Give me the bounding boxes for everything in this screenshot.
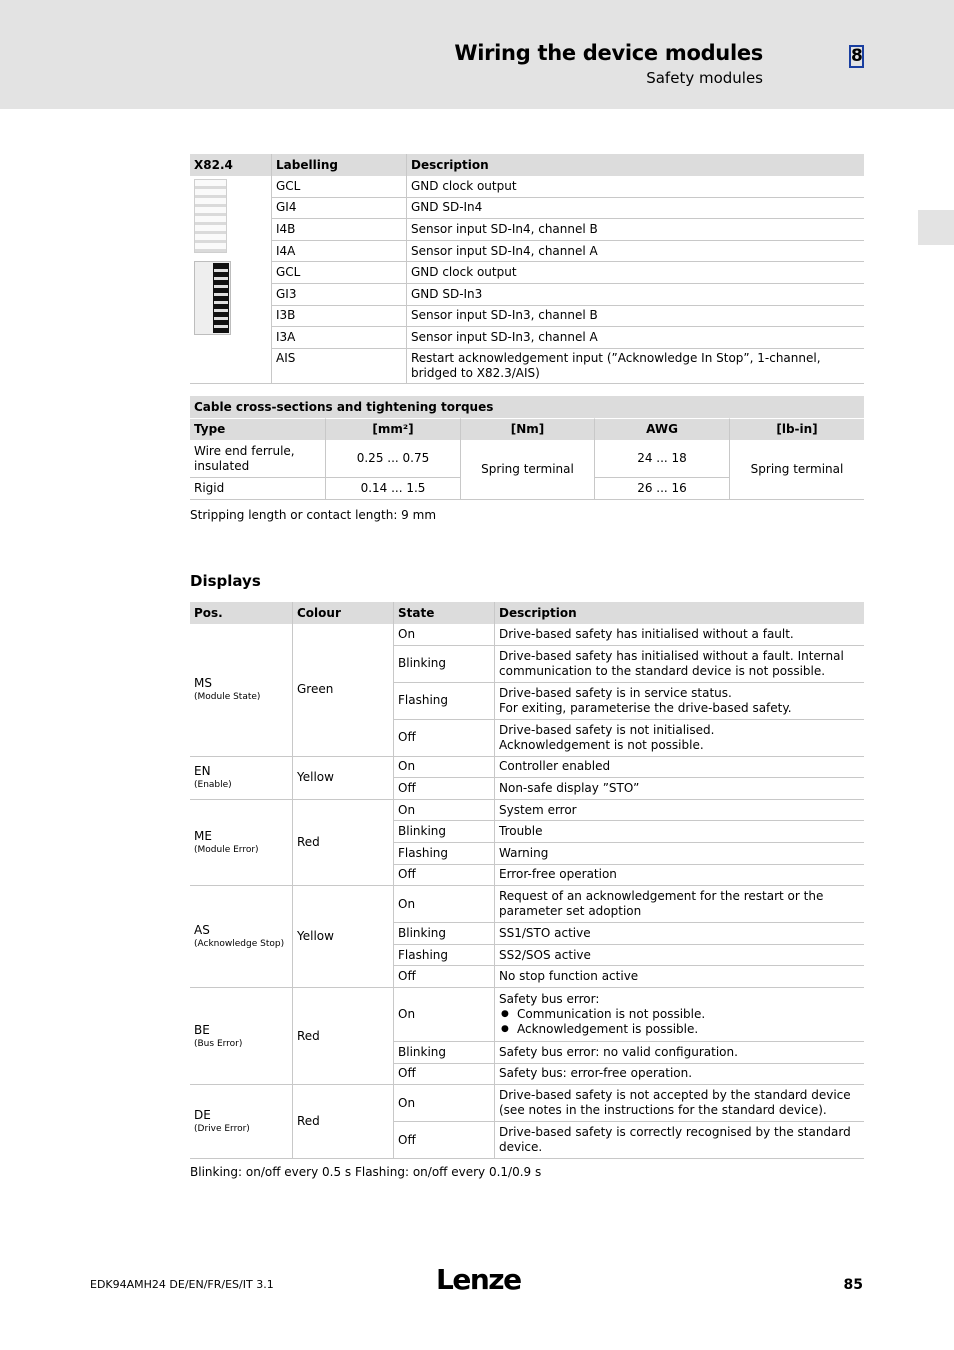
page-title: Wiring the device modules xyxy=(454,41,763,65)
desc-cell: Safety bus: error-free operation. xyxy=(494,1064,864,1086)
table-row xyxy=(190,262,864,284)
colour-cell: Yellow xyxy=(292,886,393,988)
state-cell: On xyxy=(393,1085,494,1122)
desc-cell: SS1/STO active xyxy=(494,923,864,945)
header-cell: AWG xyxy=(594,418,729,440)
state-cell: Off xyxy=(393,966,494,988)
desc-cell: Trouble xyxy=(494,821,864,843)
desc-cell: System error xyxy=(494,800,864,822)
state-cell: On xyxy=(393,757,494,779)
mm2-cell: 0.14 ... 1.5 xyxy=(325,478,460,500)
bullet-item: ● Acknowledgement is possible. xyxy=(499,1022,860,1037)
header-cell: Pos. xyxy=(190,602,292,624)
desc-cell: Safety bus error: ● Communication is not possible. ● Acknowledgement is possible. xyxy=(494,988,864,1042)
table-row xyxy=(190,198,864,220)
header-cell: [mm²] xyxy=(325,418,460,440)
state-cell: Blinking xyxy=(393,646,494,683)
table-row xyxy=(190,624,864,646)
desc-cell: No stop function active xyxy=(494,966,864,988)
table-row xyxy=(190,241,864,263)
pos-cell: BE (Bus Error) xyxy=(190,988,292,1085)
header-cell: Description xyxy=(494,602,864,624)
header-cell: State xyxy=(393,602,494,624)
table-row xyxy=(190,757,864,779)
desc-cell: GND SD-In4 xyxy=(406,198,864,220)
type-cell: Rigid xyxy=(190,478,325,500)
chapter-side-tab xyxy=(918,210,954,245)
state-cell: Flashing xyxy=(393,945,494,967)
desc-cell: Drive-based safety is in service status. For exiting, parameterise the drive-based safety. xyxy=(494,683,864,720)
table-row xyxy=(190,1085,864,1122)
desc-cell: Controller enabled xyxy=(494,757,864,779)
terminal-block-icon xyxy=(194,179,227,253)
desc-cell: Drive-based safety has initialised without a fault. xyxy=(494,624,864,646)
desc-cell: Sensor input SD-In3, channel B xyxy=(406,306,864,328)
state-cell: Blinking xyxy=(393,821,494,843)
mm2-cell: 0.25 ... 0.75 xyxy=(325,440,460,478)
desc-cell: Request of an acknowledgement for the restart or the parameter set adoption xyxy=(494,886,864,923)
page-subtitle: Safety modules xyxy=(646,69,763,87)
page-number: 85 xyxy=(843,1277,863,1293)
desc-cell: Sensor input SD-In4, channel A xyxy=(406,241,864,263)
header-cell: Type xyxy=(190,418,325,440)
desc-cell: Error-free operation xyxy=(494,865,864,887)
lenze-logo: Lenze xyxy=(436,1263,521,1296)
desc-cell: GND SD-In3 xyxy=(406,284,864,306)
desc-cell: GND clock output xyxy=(406,262,864,284)
state-cell: On xyxy=(393,800,494,822)
label-cell: GI4 xyxy=(271,198,406,220)
blink-note: Blinking: on/off every 0.5 s Flashing: on/off every 0.1/0.9 s xyxy=(190,1165,542,1179)
colour-cell: Red xyxy=(292,800,393,886)
terminal-table xyxy=(190,154,864,384)
label-cell: AIS xyxy=(271,349,406,384)
state-cell: On xyxy=(393,886,494,923)
pos-cell: AS (Acknowledge Stop) xyxy=(190,886,292,988)
header-cell: [Nm] xyxy=(460,418,594,440)
terminal-block-highlighted-icon xyxy=(194,261,231,335)
state-cell: Flashing xyxy=(393,683,494,720)
cable-table xyxy=(190,396,864,500)
state-cell: On xyxy=(393,624,494,646)
desc-cell: Sensor input SD-In4, channel B xyxy=(406,219,864,241)
desc-cell: Safety bus error: no valid configuration. xyxy=(494,1042,864,1064)
desc-cell: Drive-based safety is correctly recognised by the standard device. xyxy=(494,1122,864,1159)
colour-cell: Yellow xyxy=(292,757,393,800)
table-header-row xyxy=(190,418,864,440)
state-cell: Off xyxy=(393,1064,494,1086)
desc-cell: Non-safe display ”STO” xyxy=(494,778,864,800)
section-heading: Displays xyxy=(190,572,261,590)
desc-cell: GND clock output xyxy=(406,176,864,198)
chapter-number: 8 xyxy=(851,46,863,66)
table-row xyxy=(190,176,864,198)
nm-cell: Spring terminal xyxy=(460,440,594,500)
type-cell: Wire end ferrule, insulated xyxy=(190,440,325,478)
desc-cell: Sensor input SD-In3, channel A xyxy=(406,327,864,349)
state-cell: Off xyxy=(393,1122,494,1159)
desc-cell: Drive-based safety is not initialised. Acknowledgement is not possible. xyxy=(494,720,864,757)
pos-cell: EN (Enable) xyxy=(190,757,292,800)
header-cell: [lb-in] xyxy=(729,418,864,440)
label-cell: I3A xyxy=(271,327,406,349)
pos-cell: ME (Module Error) xyxy=(190,800,292,886)
table-row xyxy=(190,800,864,822)
table-row xyxy=(190,284,864,306)
table-row xyxy=(190,349,864,384)
table-row xyxy=(190,306,864,328)
table-row xyxy=(190,327,864,349)
desc-cell: Drive-based safety has initialised without a fault. Internal communication to the standard device is not possible. xyxy=(494,646,864,683)
colour-cell: Red xyxy=(292,988,393,1085)
header-cell: Description xyxy=(406,154,864,176)
state-cell: Off xyxy=(393,778,494,800)
desc-cell: Restart acknowledgement input (”Acknowledge In Stop”, 1-channel, bridged to X82.3/AIS) xyxy=(406,349,864,384)
label-cell: GI3 xyxy=(271,284,406,306)
pos-cell: DE (Drive Error) xyxy=(190,1085,292,1159)
awg-cell: 26 ... 16 xyxy=(594,478,729,500)
desc-cell: Warning xyxy=(494,843,864,865)
table-row xyxy=(190,440,864,478)
label-cell: I3B xyxy=(271,306,406,328)
cable-table-title: Cable cross-sections and tightening torques xyxy=(190,396,864,418)
awg-cell: 24 ... 18 xyxy=(594,440,729,478)
desc-cell: SS2/SOS active xyxy=(494,945,864,967)
displays-table xyxy=(190,602,864,1159)
state-cell: On xyxy=(393,988,494,1042)
pos-cell: MS (Module State) xyxy=(190,624,292,757)
state-cell: Off xyxy=(393,865,494,887)
table-header-row xyxy=(190,154,864,176)
state-cell: Blinking xyxy=(393,1042,494,1064)
header-cell: Labelling xyxy=(271,154,406,176)
table-row xyxy=(190,219,864,241)
stripping-note: Stripping length or contact length: 9 mm xyxy=(190,508,437,522)
state-cell: Blinking xyxy=(393,923,494,945)
label-cell: I4B xyxy=(271,219,406,241)
colour-cell: Green xyxy=(292,624,393,757)
terminal-image-cell xyxy=(190,176,271,384)
colour-cell: Red xyxy=(292,1085,393,1159)
label-cell: I4A xyxy=(271,241,406,263)
header-cell: Colour xyxy=(292,602,393,624)
table-header-row xyxy=(190,602,864,624)
state-cell: Off xyxy=(393,720,494,757)
lbin-cell: Spring terminal xyxy=(729,440,864,500)
table-row xyxy=(190,886,864,923)
label-cell: GCL xyxy=(271,176,406,198)
document-code: EDK94AMH24 DE/EN/FR/ES/IT 3.1 xyxy=(90,1278,274,1291)
desc-cell: Drive-based safety is not accepted by the standard device (see notes in the instructions for the standard device). xyxy=(494,1085,864,1122)
label-cell: GCL xyxy=(271,262,406,284)
bullet-item: ● Communication is not possible. xyxy=(499,1007,860,1022)
state-cell: Flashing xyxy=(393,843,494,865)
header-cell: X82.4 xyxy=(190,154,271,176)
table-row xyxy=(190,988,864,1042)
